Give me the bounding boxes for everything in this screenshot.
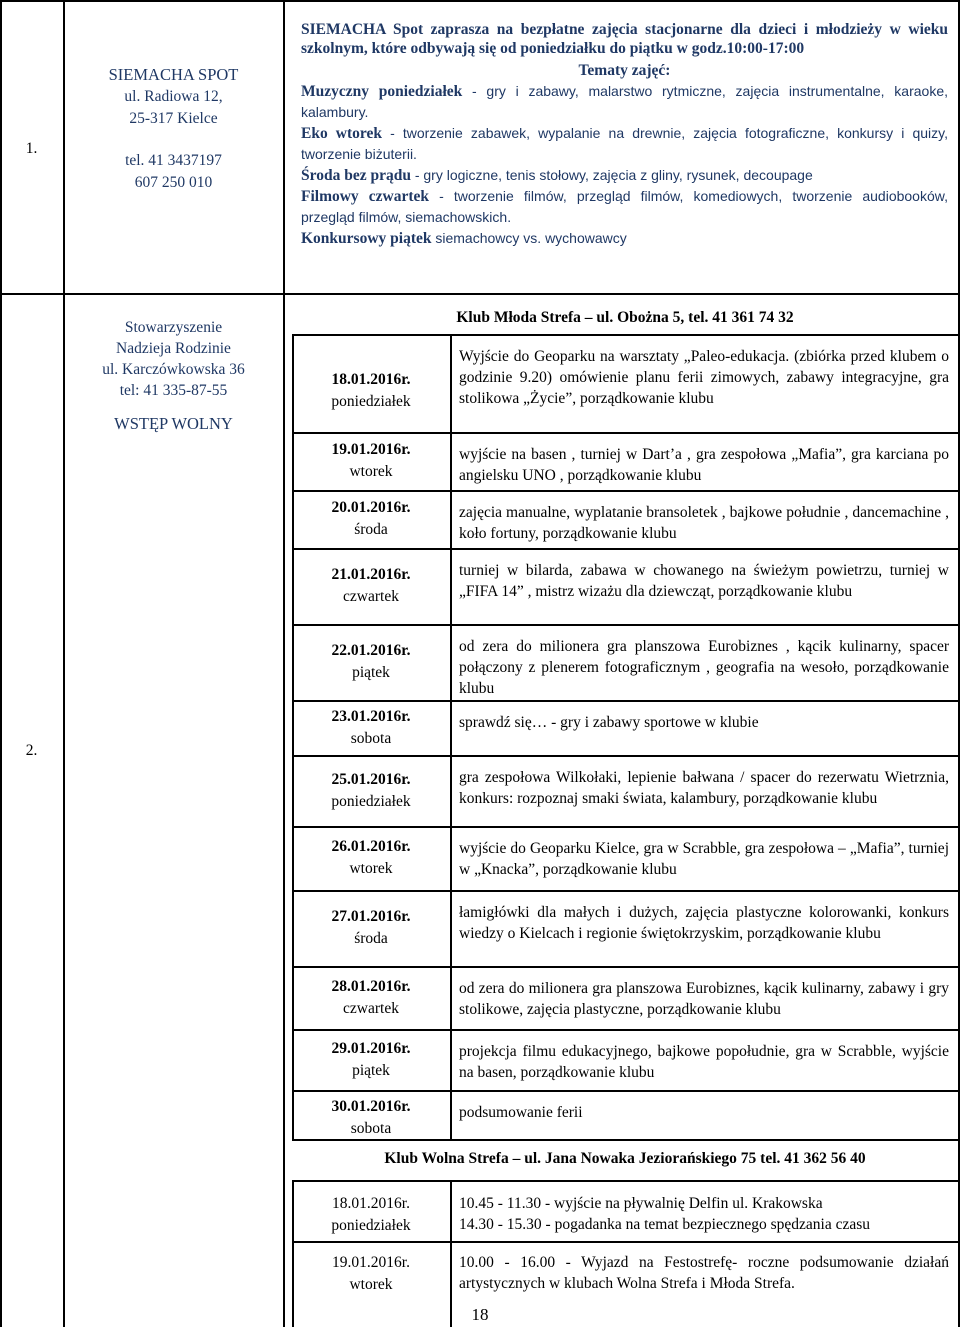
activity-cell: od zera do milionera gra planszowa Eurobiznes, kącik kulinarny, zabawy i gry stolikowe, zajęcia plastyczne, porządkowanie klubu <box>459 980 949 1018</box>
topic-name: Filmowy czwartek <box>301 188 430 205</box>
date-cell <box>292 836 450 880</box>
date-text: 23.01.2016r. <box>331 708 411 725</box>
club1-row-divider <box>292 890 960 892</box>
row2-org <box>66 317 281 434</box>
weekday-text: sobota <box>350 1120 392 1137</box>
club1-row-divider <box>292 548 960 550</box>
date-text: 18.01.2016r. <box>331 371 411 388</box>
org-city: 25-317 Kielce <box>129 110 218 127</box>
activity-line: 10.45 - 11.30 - wyjście na pływalnię Delfin ul. Krakowska <box>459 1195 823 1212</box>
activity-cell: gra zespołowa Wilkołaki, lepienie bałwana / spacer do rezerwatu Wietrznia, konkurs: rozpoznaj smaki świata, kalambury, porządkowanie klubu <box>459 769 949 807</box>
activity-cell: od zera do milionera gra planszowa Eurobiznes , kącik kulinarny, spacer połączony z plenerem fotograficznym , geografia na wesoło, porządkowanie klubu <box>459 638 949 697</box>
intro-text: SIEMACHA Spot zaprasza na bezpłatne zajęcia stacjonarne dla dzieci i młodzieży w wieku szkolnym, które odbywają się od poniedziałku do piątku w godz.10:00-17:00 <box>301 21 948 57</box>
date-text: 19.01.2016r. <box>331 441 411 458</box>
date-text: 27.01.2016r. <box>331 908 411 925</box>
org-mobile: 607 250 010 <box>134 174 213 191</box>
date-text: 26.01.2016r. <box>331 838 411 855</box>
activity-cell: Wyjście do Geoparku na warsztaty „Paleo-edukacja. (zbiórka przed klubem o godzinie 9.20) omówienie planu ferii zimowych, zabawy integracyjne, gra stolikowa „Życie”, porządkowanie klubu <box>459 348 949 407</box>
weekday-text: poniedziałek <box>331 393 411 410</box>
club1-row-divider <box>292 1029 960 1031</box>
topic-name: Konkursowy piątek <box>301 230 432 247</box>
date-text: 20.01.2016r. <box>331 499 411 516</box>
date-text: 18.01.2016r. <box>332 1195 410 1212</box>
org-phone: tel: 41 335-87-55 <box>119 382 228 399</box>
club1-act-col-border <box>450 334 452 1140</box>
topic-item <box>301 165 948 186</box>
date-cell <box>292 1038 450 1082</box>
topic-item <box>301 123 948 165</box>
weekday-text: poniedziałek <box>331 792 411 810</box>
col-border-left <box>0 0 2 1327</box>
weekday-text: piątek <box>352 664 390 681</box>
activity-line: 14.30 - 15.30 - pogadanka na temat bezpiecznego spędzania czasu <box>459 1216 871 1233</box>
date-cell <box>292 497 450 541</box>
table-top-border <box>0 0 960 2</box>
topic-desc: - gry logiczne, tenis stołowy, zajęcia z gliny, rysunek, decoupage <box>414 167 813 183</box>
date-cell <box>292 640 450 684</box>
topic-desc: - gry i zabawy, malarstwo rytmiczne, zajęcia instrumentalne, karaoke, kalambury. <box>301 83 949 120</box>
row1-org <box>66 64 281 194</box>
date-text: 29.01.2016r. <box>331 1039 411 1057</box>
club2-heading: Klub Wolna Strefa – ul. Jana Nowaka Jeziorańskiego 75 tel. 41 362 56 40 <box>384 1150 866 1167</box>
date-cell <box>292 369 450 413</box>
date-cell <box>292 1096 450 1140</box>
topics-heading: Tematy zajęć: <box>578 62 671 79</box>
topic-desc: - tworzenie filmów, przegląd filmów, komediowych, tworzenie audiobooków, przegląd filmów, siemachowskich. <box>301 188 948 225</box>
club1-heading: Klub Młoda Strefa – ul. Obożna 5, tel. 41 361 74 32 <box>456 309 794 326</box>
club1-row-divider <box>292 826 960 828</box>
row1-content <box>301 20 948 249</box>
topic-item <box>301 228 948 249</box>
date-cell <box>292 1252 450 1296</box>
club1-row-divider <box>292 966 960 968</box>
weekday-text: czwartek <box>343 999 399 1017</box>
date-text: 30.01.2016r. <box>331 1098 411 1115</box>
weekday-text: wtorek <box>349 860 393 877</box>
topic-desc: - tworzenie zabawek, wypalanie na drewnie, zajęcia fotograficzne, konkursy i quizy, tworzenie biżuterii. <box>301 125 949 162</box>
activity-cell: wyjście do Geoparku Kielce, gra w Scrabble, gra zespołowa – „Mafia”, turniej w „Knacka”, porządkowanie klubu <box>459 840 949 878</box>
weekday-text: poniedziałek <box>331 1217 411 1234</box>
weekday-text: środa <box>354 930 388 947</box>
club1-row-divider <box>292 432 960 434</box>
date-cell <box>292 1193 450 1237</box>
activity-cell: projekcja filmu edukacyjnego, bajkowe popołudnie, gra w Scrabble, wyjście na basen, porządkowanie klubu <box>459 1043 949 1081</box>
activity-cell: wyjście na basen , turniej w Dart’a , gra zespołowa „Mafia”, gra karciana po angielsku UNO , porządkowanie klubu <box>459 446 949 484</box>
club1-row-divider <box>292 624 960 626</box>
org-name: SIEMACHA SPOT <box>108 65 239 84</box>
row-divider <box>0 293 960 295</box>
club1-table-bottom <box>292 1139 960 1141</box>
page-number: 18 <box>471 1305 489 1324</box>
topic-desc: siemachowcy vs. wychowawcy <box>435 230 627 246</box>
date-text: 19.01.2016r. <box>332 1254 410 1271</box>
weekday-text: czwartek <box>343 588 399 605</box>
weekday-text: sobota <box>350 730 392 747</box>
activity-cell: podsumowanie ferii <box>459 1104 583 1121</box>
org-phone: tel. 41 3437197 <box>125 152 222 169</box>
date-text: 21.01.2016r. <box>331 566 411 583</box>
weekday-text: piątek <box>352 1061 390 1079</box>
org-line2: Nadzieja Rodzinie <box>116 340 231 357</box>
activity-line: 10.00 - 16.00 - Wyjazd na Festostrefę- roczne podsumowanie działań artystycznych w klubach Wolna Strefa i Młoda Strefa. <box>459 1254 949 1292</box>
col-border-1 <box>63 0 65 1327</box>
club1-row-divider <box>292 700 960 702</box>
club1-row-divider <box>292 755 960 757</box>
date-cell <box>292 706 450 750</box>
activity-cell: turniej w bilarda, zabawa w chowanego na świeżym powietrzu, turniej w „FIFA 14” , mistrz wizażu dla dziewcząt, porządkowanie klubu <box>459 562 949 600</box>
row1-number: 1. <box>25 140 38 157</box>
club2-table-top <box>292 1180 960 1182</box>
club1-row-divider <box>292 490 960 492</box>
date-cell <box>292 906 450 950</box>
org-street: ul. Karczówkowska 36 <box>102 361 245 378</box>
activity-cell: sprawdź się… - gry i zabawy sportowe w klubie <box>459 714 759 731</box>
org-line1: Stowarzyszenie <box>124 319 223 336</box>
club1-row-divider <box>292 1090 960 1092</box>
date-cell <box>292 564 450 608</box>
date-text: 22.01.2016r. <box>331 642 411 659</box>
weekday-text: wtorek <box>349 1276 393 1293</box>
topic-item <box>301 81 948 123</box>
date-text: 28.01.2016r. <box>331 977 411 995</box>
row2-number: 2. <box>25 742 38 759</box>
col-border-2 <box>283 0 285 1327</box>
weekday-text: wtorek <box>349 463 393 480</box>
date-cell <box>292 976 450 1020</box>
club1-table-top <box>292 334 960 336</box>
date-text: 25.01.2016r. <box>331 770 411 788</box>
date-cell <box>292 769 450 813</box>
topic-item <box>301 186 948 228</box>
activity-cell <box>459 1252 949 1294</box>
org-street: ul. Radiowa 12, <box>124 88 223 105</box>
club2-row-divider <box>292 1241 960 1243</box>
date-cell <box>292 439 450 483</box>
activity-cell: łamigłówki dla małych i dużych, zajęcia plastyczne kolorowanki, konkurs wiedzy o Kielcach i regionie świętokrzyskim, porządkowanie klubu <box>459 904 949 942</box>
activity-cell: zajęcia manualne, wyplatanie bransoletek , bajkowe południe , dancemachine , koło fortuny, porządkowanie klubu <box>459 504 949 542</box>
topic-name: Eko wtorek <box>301 125 383 142</box>
entry-free: WSTĘP WOLNY <box>114 414 233 433</box>
topic-name: Muzyczny poniedziałek <box>301 83 463 100</box>
topic-name: Środa bez prądu <box>301 167 411 184</box>
activity-cell <box>459 1193 949 1235</box>
weekday-text: środa <box>354 521 388 538</box>
